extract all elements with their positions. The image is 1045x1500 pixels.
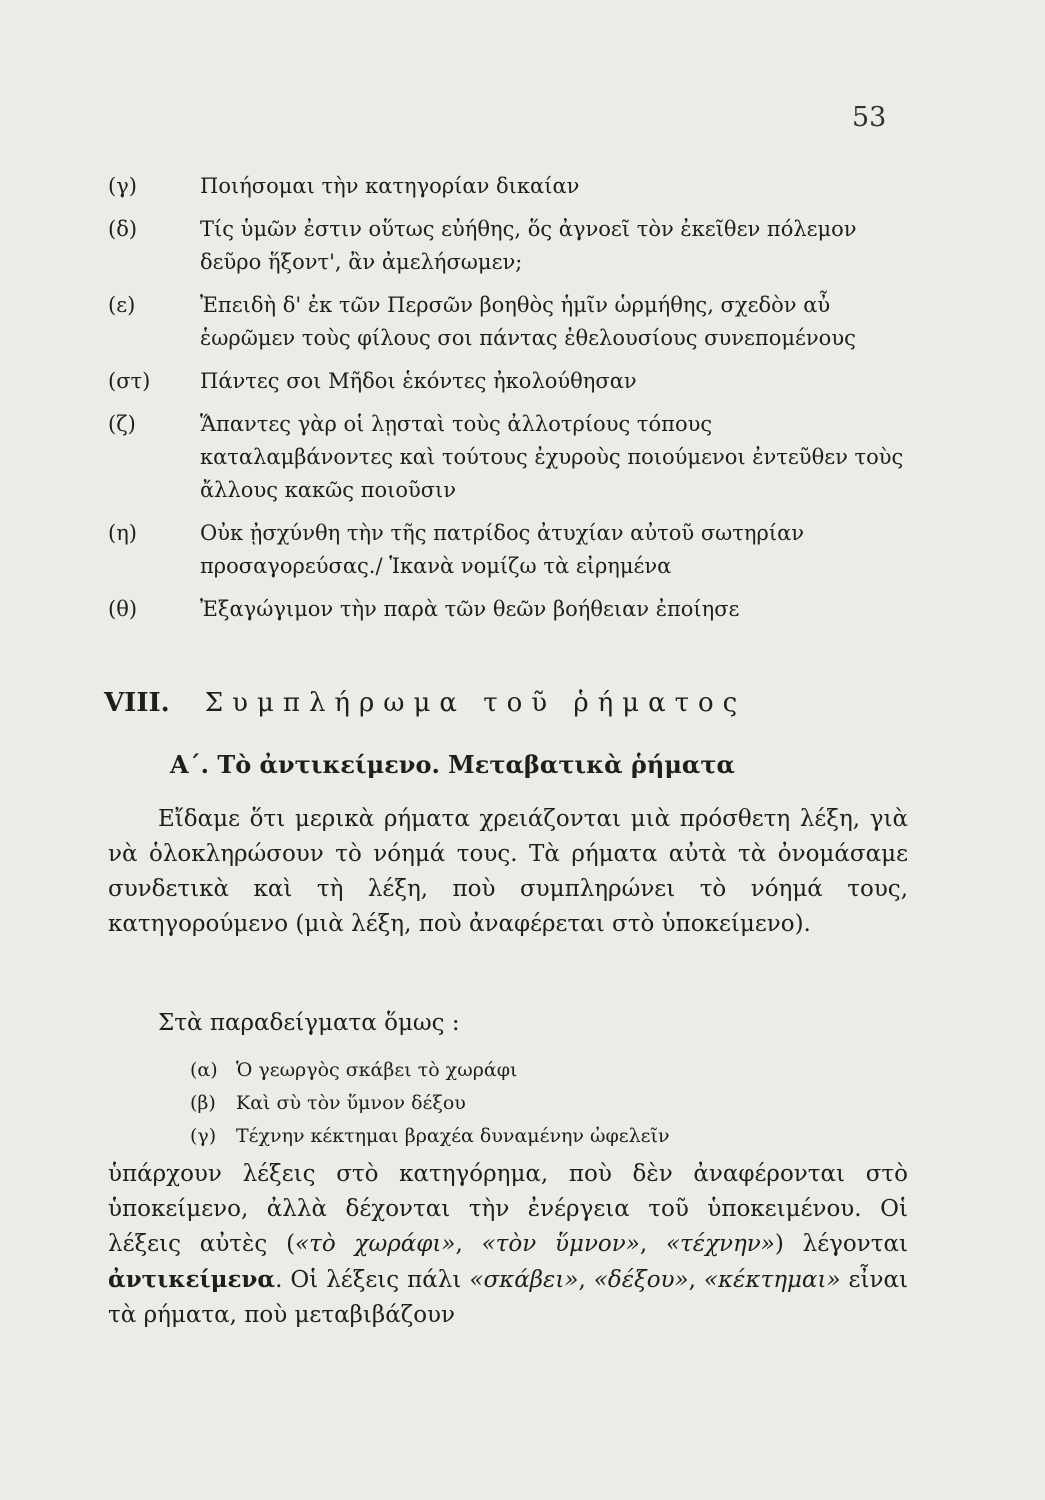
paragraph-2 [108, 1157, 908, 1333]
quoted-term: «τέχνην» [665, 1231, 775, 1257]
text-run: ) λέγονται [774, 1231, 908, 1257]
item-label: (ζ) [108, 412, 136, 436]
example-text: Τέχνην κέκτημαι βραχέα δυναμένην ὠφελεῖν [236, 1125, 670, 1147]
exercise-item [108, 213, 908, 279]
quoted-term: «δέξου» [593, 1267, 689, 1293]
example-text: Ὁ γεωργὸς σκάβει τὸ χωράφι [236, 1059, 518, 1081]
item-text: Ἐπειδὴ δ' ἐκ τῶν Περσῶν βοηθὸς ἡμῖν ὡρμήθης, σχεδὸν αὖ ἑωρῶμεν τοὺς φίλους σοι πάντας ἐθελουσίους συνεπομένους [200, 293, 856, 350]
exercise-list [108, 170, 908, 636]
exercise-item [108, 289, 908, 355]
page-number: 53 [852, 102, 887, 133]
example-text: Καὶ σὺ τὸν ὕμνον δέξου [236, 1092, 466, 1114]
exercise-item [108, 408, 908, 507]
item-label: (θ) [108, 597, 138, 621]
text-run: , [455, 1231, 482, 1257]
example-label: (γ) [190, 1125, 217, 1147]
item-label: (δ) [108, 217, 138, 241]
text-run: , [688, 1267, 704, 1293]
example-label: (β) [190, 1092, 216, 1114]
quoted-term: «σκάβει» [469, 1267, 579, 1293]
quoted-term: «κέκτημαι» [703, 1267, 841, 1293]
text-run: ὑπάρχουν λέξεις στὸ κατηγόρημα, ποὺ δὲν ἀναφέρονται στὸ ὑποκείμενο, ἀλλὰ δέχονται τὴν ἐνέργεια τοῦ ὑποκειμένου. Οἱ λέξεις αὐτὲς ( [108, 1161, 908, 1257]
section-number: VIII. [104, 688, 170, 718]
exercise-item [108, 593, 908, 626]
text-run: . Οἱ λέξεις πάλι [275, 1267, 470, 1293]
item-label: (η) [108, 521, 137, 545]
text-run: , [578, 1267, 594, 1293]
item-text: Οὐκ ᾐσχύνθη τὴν τῆς πατρίδος ἀτυχίαν αὐτοῦ σωτηρίαν προσαγορεύσας./ Ἱκανὰ νομίζω τὰ εἰρημένα [200, 521, 805, 578]
item-text: Ἅπαντες γὰρ οἱ λῃσταὶ τοὺς ἀλλοτρίους τόπους καταλαμβάνοντες καὶ τούτους ἐχυροὺς ποιούμενοι ἐντεῦθεν τοὺς ἄλλους κακῶς ποιοῦσιν [200, 412, 904, 502]
item-text: Πάντες σοι Μῆδοι ἑκόντες ἠκολούθησαν [200, 369, 637, 393]
subsection-heading: Α΄. Τὸ ἀντικείμενο. Μεταβατικὰ ῥήματα [170, 750, 735, 779]
quoted-term: «τὸ χωράφι» [295, 1231, 456, 1257]
item-label: (ε) [108, 293, 136, 317]
lead-sentence: Στὰ παραδείγματα ὅμως : [158, 1010, 460, 1036]
example-item [190, 1054, 670, 1087]
quoted-term: «τὸν ὕμνον» [481, 1231, 640, 1257]
exercise-item [108, 517, 908, 583]
paragraph-1: Εἴδαμε ὅτι μερικὰ ρήματα χρειάζονται μιὰ πρόσθετη λέξη, γιὰ νὰ ὁλοκληρώσουν τὸ νόημά τους. Τὰ ρήματα αὐτὰ τὰ ὀνομάσαμε συνδετικὰ καὶ τὴ λέξη, ποὺ συμπληρώνει τὸ νόημά τους, κατηγορούμενο (μιὰ λέξη, ποὺ ἀναφέρεται στὸ ὑποκείμενο). [108, 806, 908, 937]
example-list [190, 1054, 670, 1153]
item-text: Ἐξαγώγιμον τὴν παρὰ τῶν θεῶν βοήθειαν ἐποίησε [200, 597, 740, 621]
exercise-item [108, 170, 908, 203]
item-label: (γ) [108, 174, 137, 198]
example-label: (α) [190, 1059, 218, 1081]
text-run: , [639, 1231, 666, 1257]
example-item [190, 1120, 670, 1153]
section-heading [104, 688, 746, 718]
defined-term: ἀντικείμενα [108, 1266, 276, 1293]
item-label: (στ) [108, 369, 151, 393]
example-item [190, 1087, 670, 1120]
section-title: Συμπλήρωμα τοῦ ῥήματος [204, 688, 747, 718]
item-text: Ποιήσομαι τὴν κατηγορίαν δικαίαν [200, 174, 580, 198]
item-text: Τίς ὑμῶν ἐστιν οὕτως εὐήθης, ὅς ἀγνοεῖ τὸν ἐκεῖθεν πόλεμον δεῦρο ἥξοντ', ἂν ἀμελήσωμεν; [200, 217, 857, 274]
exercise-item [108, 365, 908, 398]
text-run: εἶναι τὰ ρήματα, ποὺ μεταβιβάζουν [108, 1267, 908, 1328]
